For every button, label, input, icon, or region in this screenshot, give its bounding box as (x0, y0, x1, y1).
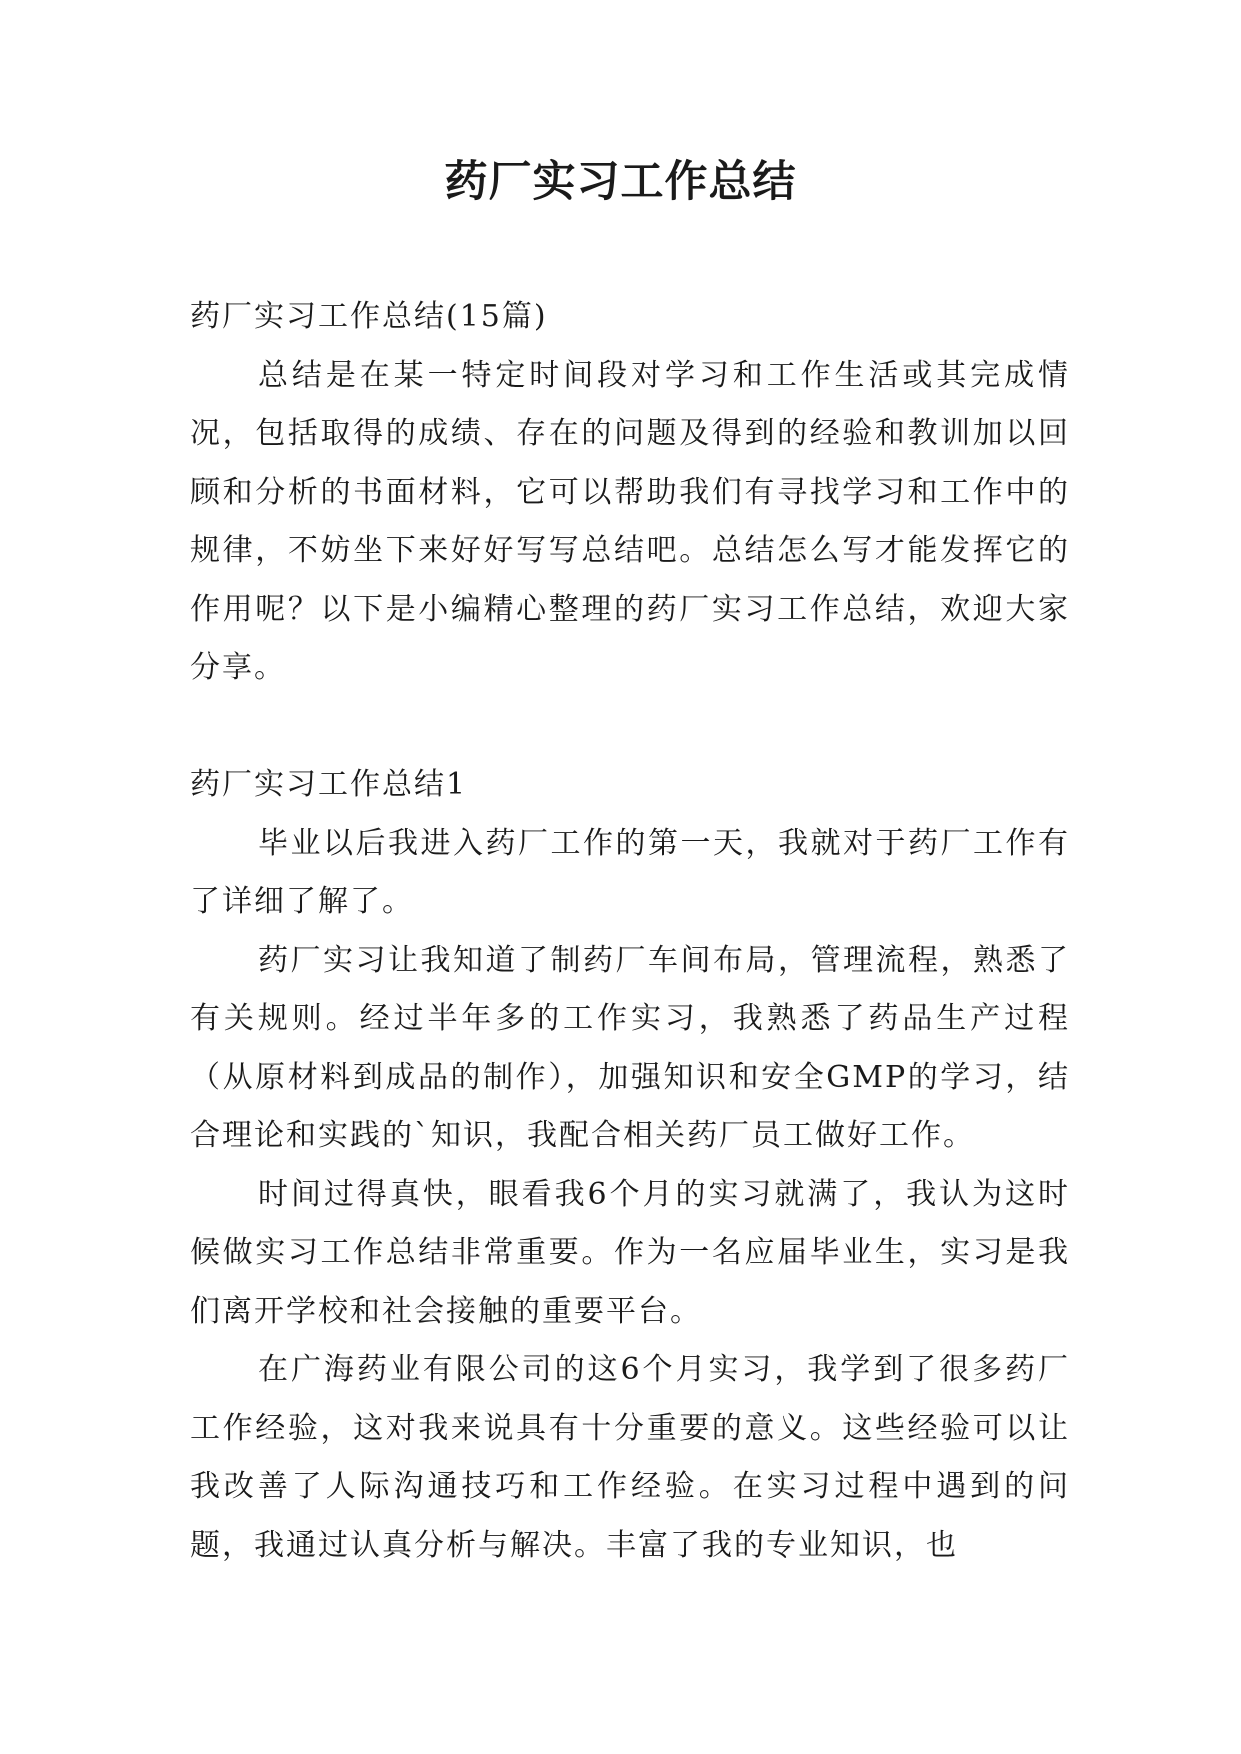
section-spacer (190, 698, 1070, 757)
section-1-paragraph-2: 药厂实习让我知道了制药厂车间布局，管理流程，熟悉了有关规则。经过半年多的工作实习，我熟悉了药品生产过程（从原材料到成品的制作），加强知识和安全GMP的学习，结合理论和实践的`知识，我配合相关药厂员工做好工作。 (190, 942, 1070, 1153)
intro-heading: 药厂实习工作总结(15篇) (190, 299, 548, 334)
section-1-paragraph-4: 在广海药业有限公司的这6个月实习，我学到了很多药厂工作经验，这对我来说具有十分重要的意义。这些经验可以让我改善了人际沟通技巧和工作经验。在实习过程中遇到的问题，我通过认真分析与解决。丰富了我的专业知识，也 (190, 1352, 1070, 1563)
section-1-paragraph-1: 毕业以后我进入药厂工作的第一天，我就对于药厂工作有了详细了解了。 (190, 825, 1070, 919)
section-1-heading: 药厂实习工作总结1 (190, 767, 468, 802)
document-title: 药厂实习工作总结 (444, 157, 797, 207)
document-body (190, 288, 1070, 1575)
section-1-paragraph-3: 时间过得真快，眼看我6个月的实习就满了，我认为这时候做实习工作总结非常重要。作为一名应届毕业生，实习是我们离开学校和社会接触的重要平台。 (190, 1176, 1070, 1329)
intro-paragraph: 总结是在某一特定时间段对学习和工作生活或其完成情况，包括取得的成绩、存在的问题及得到的经验和教训加以回顾和分析的书面材料，它可以帮助我们有寻找学习和工作中的规律，不妨坐下来好好写写总结吧。总结怎么写才能发挥它的作用呢？以下是小编精心整理的药厂实习工作总结，欢迎大家分享。 (190, 357, 1070, 685)
